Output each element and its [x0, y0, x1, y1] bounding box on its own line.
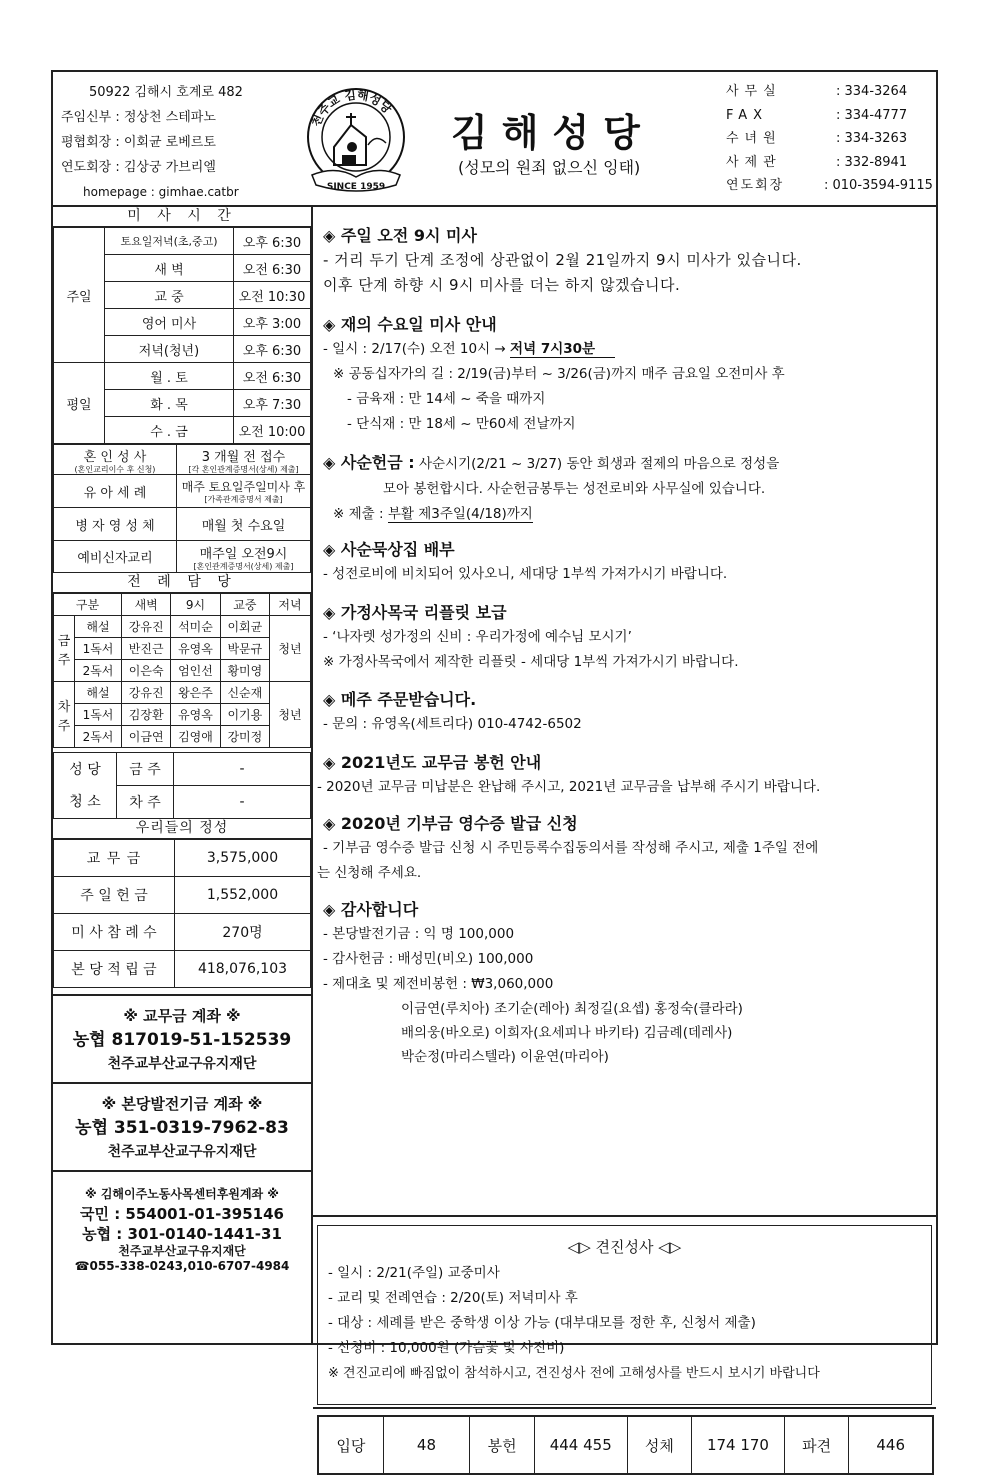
notice-heading: ◈ 사순헌금 : — [323, 453, 415, 472]
notice-text: ※ 제출 : — [333, 506, 388, 522]
account-title: ※ 본당발전기금 계좌 ※ — [101, 1095, 263, 1113]
notice-receipt — [317, 811, 819, 886]
contact-value: : 332-8941 — [836, 154, 908, 170]
liturgy-cell: 황미영 — [220, 660, 269, 682]
confirmation-line: - 일시 : 2/21(주일) 교중미사 — [328, 1265, 500, 1281]
liturgy-cell: 이은숙 — [122, 660, 171, 682]
notice-line: - 2020년 교무금 미납분은 완납해 주시고, 2021년 교무금을 납부해 주시기 바랍니다. — [317, 779, 821, 795]
offering-value: 418,076,103 — [175, 951, 311, 988]
cleaning-value: - — [174, 753, 311, 786]
stat-value: 446 — [876, 1436, 906, 1454]
logo-since: SINCE 1959 — [326, 182, 386, 192]
offering-value: 3,575,000 — [175, 840, 311, 877]
mass-name: 교 중 — [105, 282, 234, 309]
role: 1독서 — [75, 638, 122, 660]
liturgy-col: 교중 — [220, 594, 269, 616]
notice-line: - 문의 : 유영옥(세트리다) 010-4742-6502 — [323, 716, 582, 732]
cleaning-label-1: 성 당 — [69, 761, 101, 778]
contact-key: 사제관 — [726, 154, 782, 170]
liturgy-cell: 박문규 — [220, 638, 269, 660]
notice-line — [323, 450, 779, 477]
mass-schedule-table — [53, 227, 311, 444]
stats-bar — [317, 1415, 934, 1475]
sacrament-value — [177, 445, 311, 475]
sacrament-value — [177, 541, 311, 573]
notice-line — [323, 502, 779, 527]
liturgy-cell: 강유진 — [122, 616, 171, 638]
sacrament-name — [54, 445, 177, 475]
notice-line: - 기부금 영수증 발급 신청 시 주민등록수집동의서를 작성해 주시고, 제출 1주일 전에 — [323, 840, 819, 856]
sacrament-table — [53, 444, 311, 573]
liturgy-cell: 강유진 — [122, 682, 171, 704]
next-week-label: 차주 — [54, 682, 75, 748]
contact-key: 연도회장 — [726, 178, 785, 193]
sacrament-name-main: 혼 인 성 사 — [83, 449, 147, 465]
notice-text: 사순시기(2/21 ~ 3/27) 동안 희생과 절제의 마음으로 정성을 — [414, 456, 780, 472]
liturgy-evening: 청년 — [270, 616, 311, 682]
stats-section — [313, 1407, 936, 1482]
offering-value: 1,552,000 — [175, 877, 311, 914]
notice-line: 배의웅(바오로) 이희자(요세피나 바키타) 김금례(데레사) — [401, 1025, 733, 1041]
notice-line: 이금연(루치아) 조기순(레아) 최정길(요셉) 홍정숙(클라라) — [401, 1001, 743, 1017]
account-number: 농협 : 301-0140-1441-31 — [82, 1225, 282, 1243]
liturgy-table — [53, 593, 311, 748]
contact-key: FAX — [726, 107, 769, 123]
account-number: 농협 817019-51-152539 — [72, 1030, 292, 1050]
notice-line: 박순정(마리스텔라) 이윤연(마리아) — [401, 1049, 609, 1065]
notice-line: - 제대초 및 제전비봉헌 : ₩3,060,000 — [323, 976, 554, 992]
liturgy-cell: 김장환 — [122, 704, 171, 726]
liturgy-cell: 김영애 — [171, 726, 220, 748]
contact-row — [726, 151, 933, 175]
mass-time: 오전 10:30 — [234, 282, 311, 309]
cleaning-week: 금 주 — [117, 753, 174, 786]
confirmation-title: ◁▷ 견진성사 ◁▷ — [567, 1238, 682, 1256]
sacrament-value-main: 3 개월 전 접수 — [201, 449, 286, 465]
contact-value: : 334-4777 — [836, 107, 908, 123]
stat-label: 입당 — [319, 1417, 384, 1473]
liturgy-cell: 유영옥 — [171, 638, 220, 660]
liturgy-cell: 왕은주 — [171, 682, 220, 704]
liturgy-col: 새벽 — [122, 594, 171, 616]
mass-time: 오전 10:00 — [234, 417, 311, 444]
page-subtitle: (성모의 원죄 없으신 잉태) — [458, 158, 641, 177]
notice-line — [323, 337, 785, 362]
homepage: homepage : gimhae.catbr — [83, 185, 239, 199]
account-org: 천주교부산교구유지재단 — [107, 1056, 257, 1072]
sacrament-value-sub: [가족관계증명서 제출] — [204, 495, 283, 504]
offering-key: 교 무 금 — [54, 840, 175, 877]
contact-value: : 334-3264 — [836, 84, 908, 99]
notice-heading: ◈ 2020년 기부금 영수증 발급 신청 — [323, 814, 578, 833]
notice-heading: ◈ 메주 주문받습니다. — [323, 690, 477, 709]
liturgy-cell: 유영옥 — [171, 704, 220, 726]
mass-schedule-title: 미 사 시 간 — [53, 207, 311, 227]
liturgy-col: 9시 — [171, 594, 220, 616]
role: 해설 — [75, 682, 122, 704]
sacrament-value — [177, 475, 311, 508]
liturgy-title: 전 례 담 당 — [53, 573, 311, 593]
cleaning-value: - — [174, 786, 311, 819]
notice-underlined: 부활 제3주일(4/18)까지 — [387, 506, 533, 522]
contact-value: : 010-3594-9115 — [824, 178, 933, 193]
sacrament-name-sub: (혼인교리이수 후 신청) — [74, 464, 156, 474]
notice-line: - 본당발전기금 : 익 명 100,000 — [323, 926, 515, 942]
notice-ash-wednesday — [323, 312, 785, 437]
liturgy-cell: 강미정 — [220, 726, 269, 748]
notice-dues — [317, 750, 821, 800]
notice-line: 이후 단계 하향 시 9시 미사를 더는 하지 않겠습니다. — [323, 276, 681, 294]
cleaning-week: 차 주 — [117, 786, 174, 819]
notice-line: 는 신청해 주세요. — [317, 865, 422, 881]
parish-info — [61, 80, 243, 205]
mass-name: 토요일저녁(초,중고) — [105, 228, 234, 255]
offering-value: 270명 — [175, 914, 311, 951]
notice-text: - 일시 : 2/17(수) 오전 10시 → — [323, 341, 511, 357]
stat-value: 174 170 — [692, 1417, 785, 1473]
notice-heading: ◈ 가정사목국 리플릿 보급 — [323, 603, 507, 622]
notice-heading: ◈ 재의 수요일 미사 안내 — [323, 315, 497, 334]
logo-text: 천주교 김해성당 — [308, 87, 395, 129]
stat-label: 봉헌 — [470, 1417, 535, 1473]
contact-row — [726, 104, 933, 128]
mass-name: 수 . 금 — [105, 417, 234, 444]
confirmation-line: ※ 견진교리에 빠짐없이 참석하시고, 견진성사 전에 고해성사를 반드시 보시기 바랍니다 — [328, 1366, 820, 1381]
notice-line: 모아 봉헌합시다. 사순헌금봉투는 성전로비와 사무실에 있습니다. — [383, 481, 766, 497]
mass-time: 오후 3:00 — [234, 309, 311, 336]
confirmation-line: - 대상 : 세례를 받은 중학생 이상 가능 (대부대모를 정한 후, 신청서 제출) — [328, 1315, 756, 1331]
cleaning-table — [53, 752, 311, 819]
sacrament-value-sub: [각 혼인관계증명서(상세) 제출] — [188, 464, 299, 474]
confirmation-box — [317, 1225, 932, 1405]
this-week-label: 금주 — [54, 616, 75, 682]
council-president: 평협회장 : 이회균 로베르토 — [61, 135, 216, 150]
notice-heading: ◈ 2021년도 교무금 봉헌 안내 — [323, 753, 542, 772]
offering-title: 우리들의 정성 — [53, 819, 311, 839]
notice-family-leaflet — [323, 600, 739, 675]
notice-line: - 성전로비에 비치되어 있사오니, 세대당 1부씩 가져가시기 바랍니다. — [323, 566, 728, 582]
divider — [313, 1215, 936, 1217]
cleaning-label — [54, 753, 117, 819]
contact-row — [726, 80, 933, 104]
sacrament-name: 유 아 세 례 — [54, 475, 177, 508]
offering-key: 미 사 참 례 수 — [54, 914, 175, 951]
role: 1독서 — [75, 704, 122, 726]
notice-lent-offering — [323, 450, 779, 527]
parish-logo — [296, 85, 416, 201]
account-org: 천주교부산교구유지재단 — [118, 1244, 246, 1258]
contacts — [726, 80, 933, 198]
sacrament-value-sub: [혼인관계증명서(상세) 제출] — [193, 561, 294, 571]
mass-name: 저녁(청년) — [105, 336, 234, 363]
page-title: 김해성당 — [451, 111, 654, 155]
liturgy-cell: 신순재 — [220, 682, 269, 704]
contact-key: 사무실 — [726, 84, 782, 99]
confirmation-line: - 교리 및 전례연습 : 2/20(토) 저녁미사 후 — [328, 1290, 578, 1306]
liturgy-cell: 이회균 — [220, 616, 269, 638]
notice-line: ※ 공동십자가의 길 : 2/19(금)부터 ~ 3/26(금)까지 매주 금요일 오전미사 후 — [333, 366, 785, 382]
liturgy-cell: 석미순 — [171, 616, 220, 638]
account-block-1 — [53, 994, 311, 1082]
notice-9am-mass — [323, 223, 802, 298]
mass-time: 오후 6:30 — [234, 336, 311, 363]
sacrament-name: 예비신자교리 — [54, 541, 177, 573]
column-divider — [311, 205, 313, 1345]
notice-line: - 감사헌금 : 배성민(비오) 100,000 — [323, 951, 534, 967]
account-phone: ☎055-338-0243,010-6707-4984 — [74, 1259, 290, 1273]
liturgy-cell: 엄인선 — [171, 660, 220, 682]
pastor: 주임신부 : 정상천 스테파노 — [61, 110, 216, 125]
sacrament-value-main: 매주 토요일주일미사 후 — [181, 480, 306, 494]
account-number: 국민 : 554001-01-395146 — [80, 1205, 284, 1223]
liturgy-evening: 청년 — [270, 682, 311, 748]
contact-value: : 334-3263 — [836, 131, 908, 146]
weekday-label: 평일 — [54, 363, 105, 444]
notice-underlined: 저녁 7시30분 — [510, 341, 615, 358]
role: 2독서 — [75, 726, 122, 748]
sacrament-name: 병 자 영 성 체 — [54, 508, 177, 541]
mass-time: 오전 6:30 — [234, 363, 311, 390]
account-number: 농협 351-0319-7962-83 — [75, 1118, 289, 1138]
contact-key: 수녀원 — [726, 131, 782, 146]
sacrament-value: 매월 첫 수요일 — [177, 508, 311, 541]
stat-value: 48 — [384, 1417, 471, 1473]
notice-heading: ◈ 감사합니다 — [323, 900, 419, 919]
account-title: ※ 교무금 계좌 ※ — [123, 1007, 241, 1025]
account-org: 천주교부산교구유지재단 — [107, 1144, 257, 1160]
cleaning-label-2: 청 소 — [69, 793, 101, 810]
notice-line: - 금육재 : 만 14세 ~ 죽을 때까지 — [347, 391, 546, 407]
account-block-2 — [53, 1082, 311, 1170]
liturgy-cell: 이기용 — [220, 704, 269, 726]
mass-name: 새 벽 — [105, 255, 234, 282]
role: 2독서 — [75, 660, 122, 682]
notice-thanks — [323, 897, 743, 1069]
mass-name: 화 . 목 — [105, 390, 234, 417]
bulletin-frame — [51, 70, 938, 1455]
notice-line: ※ 가정사목국에서 제작한 리플릿 - 세대당 1부씩 가져가시기 바랍니다. — [323, 654, 739, 670]
contact-row — [726, 174, 933, 198]
youth-president: 연도회장 : 김상궁 가브리엘 — [61, 160, 216, 175]
mass-name: 월 . 토 — [105, 363, 234, 390]
mass-time: 오후 6:30 — [234, 228, 311, 255]
mass-time: 오후 7:30 — [234, 390, 311, 417]
mass-time: 오전 6:30 — [234, 255, 311, 282]
mass-name: 영어 미사 — [105, 309, 234, 336]
offering-key: 주 일 헌 금 — [54, 877, 175, 914]
role: 해설 — [75, 616, 122, 638]
sunday-label: 주일 — [54, 228, 105, 363]
liturgy-col: 저녁 — [270, 594, 311, 616]
notice-heading: ◈ 주일 오전 9시 미사 — [323, 226, 477, 245]
confirmation-line: - 신청비 : 10,000원 (가슴꽃 및 사진비) — [328, 1340, 565, 1356]
notice-line: - ‘나자렛 성가정의 신비 : 우리가정에 예수님 모시기’ — [323, 629, 632, 645]
notice-line: - 단식재 : 만 18세 ~ 만60세 전날까지 — [347, 416, 576, 432]
account-block-3 — [53, 1170, 311, 1274]
stat-label: 성체 — [628, 1417, 693, 1473]
address: 50922 김해시 호계로 482 — [89, 85, 243, 100]
header — [53, 72, 936, 207]
liturgy-cell: 반진근 — [122, 638, 171, 660]
stat-value: 444 455 — [535, 1417, 628, 1473]
account-title: ※ 김해이주노동사목센터후원계좌 ※ — [85, 1187, 279, 1201]
left-column — [53, 207, 311, 1274]
notice-heading: ◈ 사순묵상집 배부 — [323, 540, 455, 559]
sacrament-value-main: 매주일 오전9시 — [199, 546, 288, 562]
liturgy-col: 구분 — [54, 594, 122, 616]
notice-meju — [323, 687, 582, 737]
stat-label: 파견 — [785, 1417, 850, 1473]
contact-row — [726, 127, 933, 151]
notice-lent-book — [323, 537, 727, 587]
notice-line: - 거리 두기 단계 조정에 상관없이 2월 21일까지 9시 미사가 있습니다. — [323, 251, 802, 269]
offering-table — [53, 839, 311, 988]
offering-key: 본 당 적 립 금 — [54, 951, 175, 988]
liturgy-cell: 이금연 — [122, 726, 171, 748]
confirmation-body — [318, 1261, 931, 1386]
